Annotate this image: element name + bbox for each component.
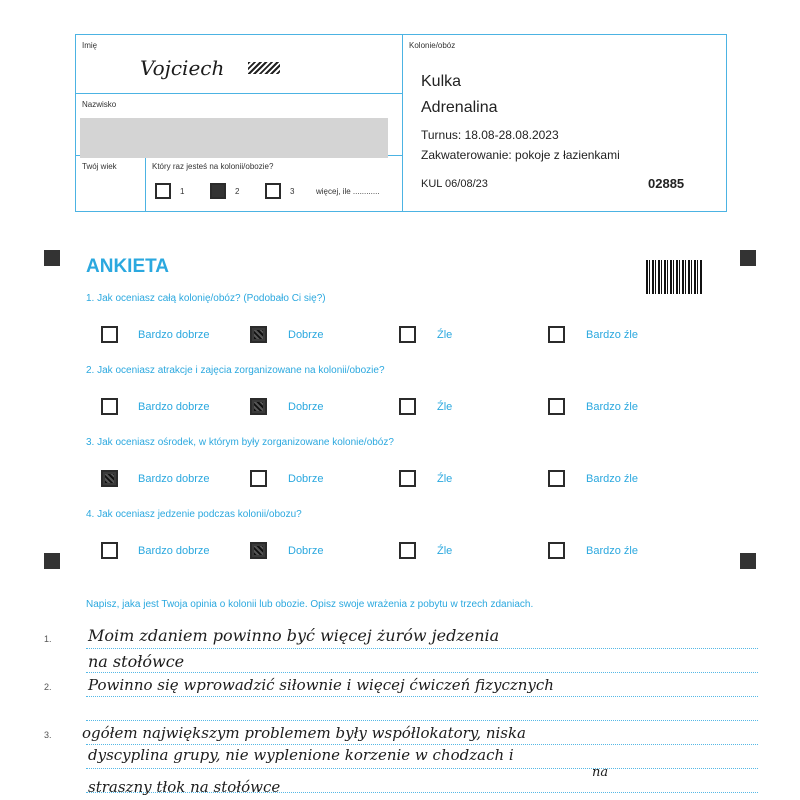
ktory-raz-checkbox-1[interactable]: [155, 183, 171, 199]
q2-option-bardzo-dobrze-checkbox[interactable]: [101, 398, 118, 415]
answer-3-line-c: straszny tłok na stołówce: [88, 778, 281, 796]
camp-name-1: Kulka: [421, 73, 462, 90]
survey-title: ANKIETA: [86, 256, 170, 277]
nazwisko-redacted: [80, 118, 388, 158]
answer-line-3b: [86, 768, 758, 769]
header-divider-imie: [75, 93, 402, 94]
answer-line-1: [86, 648, 758, 649]
camp-code: KUL 06/08/23: [421, 178, 488, 190]
q1-option-zle-checkbox[interactable]: [399, 326, 416, 343]
q3-option-zle-checkbox[interactable]: [399, 470, 416, 487]
q1-option-bardzo-zle-checkbox[interactable]: [548, 326, 565, 343]
line-number-2: 2.: [44, 682, 52, 692]
question-4-text: 4. Jak oceniasz jedzenie podczas kolonii/obozu?: [86, 509, 302, 520]
answer-2: Powinno się wprowadzić siłownie i więcej ćwiczeń fizycznych: [88, 676, 554, 694]
q4-option-dobrze-checkbox[interactable]: [250, 542, 267, 559]
q4-option-bardzo-dobrze-label: Bardzo dobrze: [138, 545, 210, 557]
q3-option-dobrze-label: Dobrze: [288, 473, 324, 485]
q2-option-zle-label: Źle: [437, 401, 453, 413]
answer-3-line-b: dyscyplina grupy, nie wyplenione korzenie w chodzach i: [88, 746, 514, 764]
q4-option-zle-label: Źle: [437, 545, 453, 557]
scribble-mark: [248, 62, 280, 74]
wiek-label: Twój wiek: [82, 162, 117, 171]
ktory-raz-option-3: 3: [290, 187, 295, 196]
form-number: 02885: [648, 176, 685, 191]
corner-marker-top-left: [44, 250, 60, 266]
wiecej-label: więcej, ile ............: [316, 187, 380, 196]
q4-option-dobrze-label: Dobrze: [288, 545, 324, 557]
answer-1-line-a: Moim zdaniem powinno być więcej żurów jedzenia: [88, 626, 500, 645]
header-divider-wiek: [145, 155, 146, 212]
q2-option-dobrze-label: Dobrze: [288, 401, 324, 413]
answer-3-line-b-extra: na: [592, 765, 609, 780]
q3-option-bardzo-zle-label: Bardzo źle: [586, 473, 638, 485]
q4-option-bardzo-zle-label: Bardzo źle: [586, 545, 638, 557]
header-divider-vertical: [402, 34, 403, 212]
q1-option-bardzo-zle-label: Bardzo źle: [586, 329, 638, 341]
q2-option-bardzo-zle-checkbox[interactable]: [548, 398, 565, 415]
opinion-prompt: Napisz, jaka jest Twoja opinia o kolonii lub obozie. Opisz swoje wrażenia z pobytu w trzech zdaniach.: [86, 599, 534, 610]
q3-option-bardzo-zle-checkbox[interactable]: [548, 470, 565, 487]
imie-value: Vojciech: [140, 56, 225, 80]
q1-option-dobrze-checkbox[interactable]: [250, 326, 267, 343]
turnus-text: Turnus: 18.08-28.08.2023: [421, 128, 559, 142]
q2-option-dobrze-checkbox[interactable]: [250, 398, 267, 415]
imie-label: Imię: [82, 41, 98, 50]
q2-option-bardzo-dobrze-label: Bardzo dobrze: [138, 401, 210, 413]
corner-marker-bottom-left: [44, 553, 60, 569]
q4-option-bardzo-zle-checkbox[interactable]: [548, 542, 565, 559]
camp-name-2: Adrenalina: [421, 99, 498, 116]
question-2-text: 2. Jak oceniasz atrakcje i zajęcia zorganizowane na kolonii/obozie?: [86, 365, 385, 376]
nazwisko-label: Nazwisko: [82, 100, 117, 109]
q3-option-bardzo-dobrze-label: Bardzo dobrze: [138, 473, 210, 485]
q4-option-zle-checkbox[interactable]: [399, 542, 416, 559]
q1-option-zle-label: Źle: [437, 329, 453, 341]
q1-option-dobrze-label: Dobrze: [288, 329, 324, 341]
kolonie-label: Kolonie/obóz: [409, 41, 456, 50]
q4-option-bardzo-dobrze-checkbox[interactable]: [101, 542, 118, 559]
answer-line-3: [86, 744, 758, 745]
line-number-3: 3.: [44, 730, 52, 740]
zakwaterowanie-text: Zakwaterowanie: pokoje z łazienkami: [421, 148, 620, 162]
q2-option-bardzo-zle-label: Bardzo źle: [586, 401, 638, 413]
corner-marker-top-right: [740, 250, 756, 266]
ktory-raz-checkbox-2[interactable]: [210, 183, 226, 199]
q3-option-zle-label: Źle: [437, 473, 453, 485]
ktory-raz-label: Który raz jesteś na kolonii/obozie?: [152, 162, 274, 171]
q2-option-zle-checkbox[interactable]: [399, 398, 416, 415]
question-1-text: 1. Jak oceniasz całą kolonię/obóz? (Podobało Ci się?): [86, 293, 326, 304]
answer-line-1b: [86, 672, 758, 673]
ktory-raz-checkbox-3[interactable]: [265, 183, 281, 199]
ktory-raz-option-2: 2: [235, 187, 240, 196]
ktory-raz-option-1: 1: [180, 187, 185, 196]
answer-line-2b: [86, 720, 758, 721]
answer-1-line-b: na stołówce: [88, 652, 185, 671]
q1-option-bardzo-dobrze-label: Bardzo dobrze: [138, 329, 210, 341]
line-number-1: 1.: [44, 634, 52, 644]
barcode: [646, 260, 702, 294]
q3-option-bardzo-dobrze-checkbox[interactable]: [101, 470, 118, 487]
answer-line-2: [86, 696, 758, 697]
q1-option-bardzo-dobrze-checkbox[interactable]: [101, 326, 118, 343]
corner-marker-bottom-right: [740, 553, 756, 569]
answer-3-line-a: ogółem największym problemem były współlokatory, niska: [82, 724, 527, 742]
question-3-text: 3. Jak oceniasz ośrodek, w którym były zorganizowane kolonie/obóz?: [86, 437, 394, 448]
q3-option-dobrze-checkbox[interactable]: [250, 470, 267, 487]
